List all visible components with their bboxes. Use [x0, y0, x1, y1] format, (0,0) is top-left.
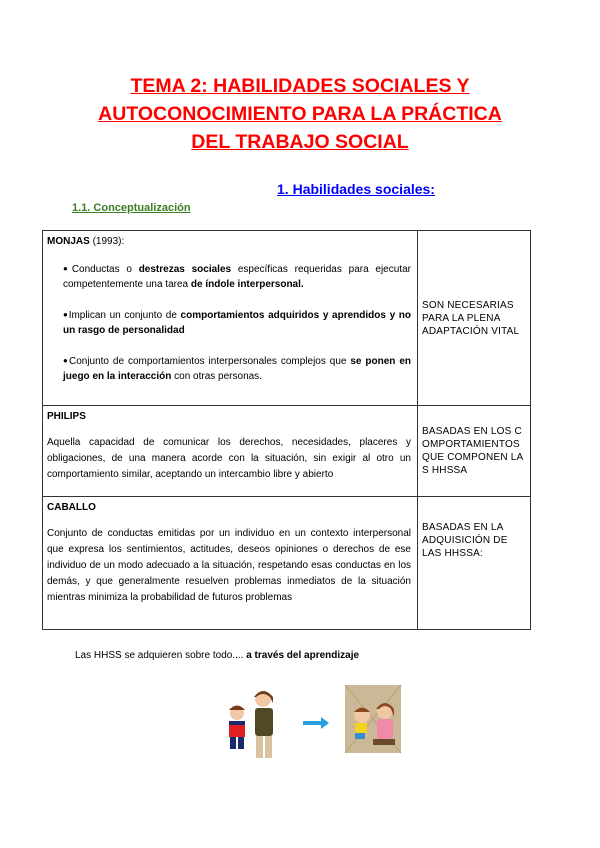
section-heading-text: 1. Habilidades sociales: — [277, 181, 435, 197]
note-text: Las HHSS se adquieren sobre todo.... — [75, 650, 247, 661]
definition-text: Aquella capacidad de comunicar los derechos, necesidades, placeres y obligaciones, de una manera acorde con la situación, sin exigir al otro un comportamiento similar, aceptando un intercambio libre y abierto — [47, 437, 411, 480]
illustration — [215, 683, 405, 763]
text: específicas requeridas para ejecutar competentemente una tarea — [63, 264, 411, 290]
text: Implican un conjunto de — [68, 310, 181, 321]
author-label — [43, 231, 417, 247]
table-row — [43, 406, 531, 497]
bold-text: destrezas sociales — [138, 264, 232, 275]
definition-cell — [43, 406, 418, 497]
table-row — [43, 497, 531, 630]
author-label: PHILIPS — [47, 411, 86, 422]
document-title — [60, 72, 540, 156]
note-bold-text: a través del aprendizaje — [246, 650, 360, 661]
author-label: CABALLO — [47, 502, 96, 513]
title-line-1: TEMA 2: HABILIDADES SOCIALES Y — [130, 75, 470, 97]
author-name: MONJAS — [47, 236, 90, 247]
footer-note — [75, 650, 359, 661]
title-line-3: DEL TRABAJO SOCIAL — [191, 131, 409, 153]
adult-scolding-child-image — [215, 683, 405, 763]
list-item — [63, 261, 411, 292]
bullet-icon: ● — [63, 310, 69, 319]
definition-cell — [43, 231, 418, 406]
definition-text: Conjunto de conductas emitidas por un individuo en un contexto interpersonal que expresa los sentimientos, actitudes, deseos opiniones o derechos de ese individuo de un modo adecuado a la situación, respetando esas conductas en los demás, y que generalmente resuelven problemas inmediatos de la situación mientras minimiza la probabilidad de futuros problemas — [47, 528, 411, 603]
text: con otras personas. — [171, 371, 262, 382]
title-line-2: AUTOCONOCIMIENTO PARA LA PRÁCTICA — [98, 103, 502, 125]
note-cell: BASADAS EN LA ADQUISICIÓN DE LAS HHSSA: — [418, 497, 531, 630]
subsection-heading: 1.1. Conceptualización — [72, 202, 191, 214]
author-year: (1993): — [89, 236, 125, 247]
bold-text: de índole interpersonal. — [190, 279, 304, 290]
list-item — [63, 307, 411, 338]
definitions-table — [42, 230, 531, 630]
bold-text: se ponen en juego en la interacción — [63, 356, 411, 382]
note-cell: SON NECESARIAS PARA LA PLENA ADAPTACIÓN VITAL — [418, 231, 531, 406]
bullet-icon: ● — [63, 356, 69, 365]
bold-text: comportamientos adquiridos y aprendidos y no un rasgo de personalidad — [63, 310, 411, 336]
bullet-list — [43, 247, 417, 396]
note-cell: BASADAS EN LOS COMPORTAMIENTOS QUE COMPONEN LAS HHSSA — [418, 406, 531, 497]
bullet-icon: ● — [63, 264, 72, 273]
table-row — [43, 231, 531, 406]
section-heading — [0, 181, 600, 199]
text: Conjunto de comportamientos interpersonales complejos que — [68, 356, 351, 367]
text: Conductas o — [71, 264, 139, 275]
definition-cell — [43, 497, 418, 630]
list-item — [63, 353, 411, 384]
